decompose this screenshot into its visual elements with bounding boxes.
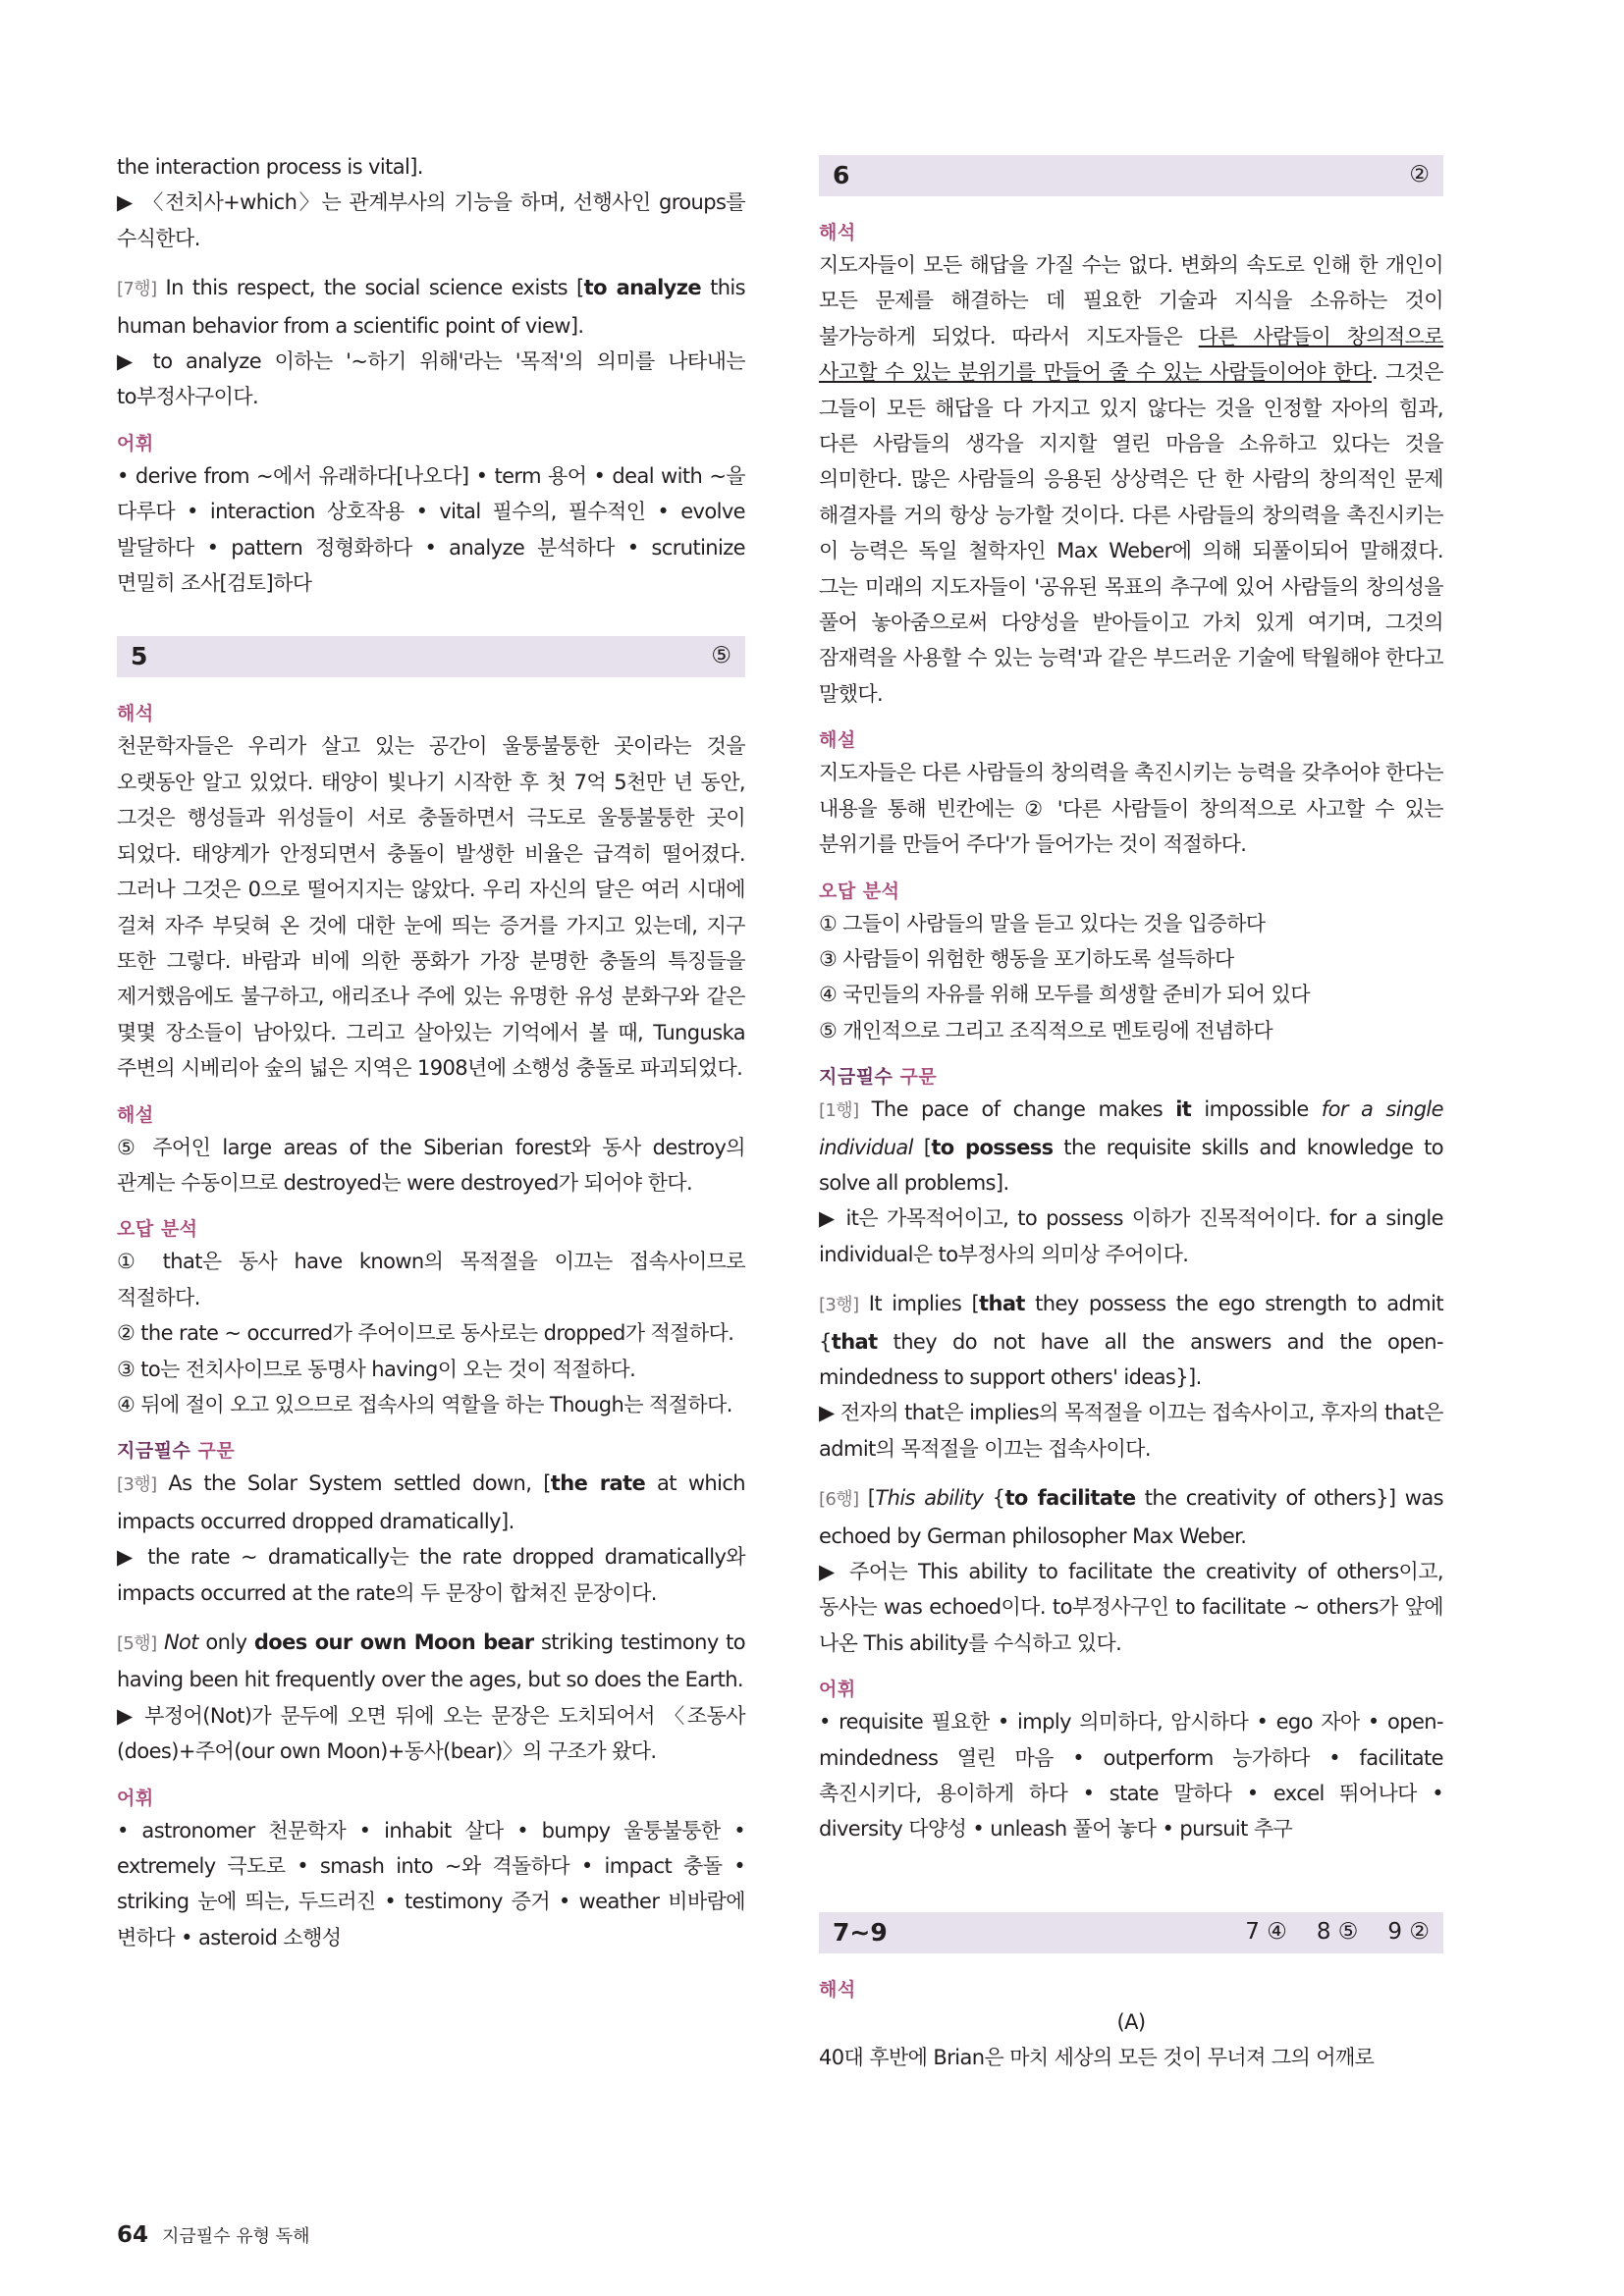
question-number: 6	[833, 161, 850, 189]
sentence-line3-note: ▶ the rate ~ dramatically는 the rate dropped dramatically와 impacts occurred at the rate의 두 문장이 합쳐진 문장이다.	[117, 1545, 745, 1605]
odap-item: ② the rate ~ occurred가 주어이므로 동사로는 dropped가 적절하다.	[117, 1321, 734, 1346]
right-column	[819, 155, 1443, 2076]
vocab-list: • astronomer 천문학자 • inhabit 살다 • bumpy 울퉁불퉁한 • extremely 극도로 • smash into ~와 격돌하다 • impact 충돌 • striking 눈에 띄는, 두드러진 • testimony 증거 • weather 비바람에 변하다 • asteroid 소행성	[117, 1818, 745, 1949]
haeseok-heading: 해석	[819, 222, 856, 243]
question-number: 7~9	[833, 1917, 888, 1947]
sentence-line5-note: ▶ 부정어(Not)가 문두에 오면 뒤에 오는 문장은 도치되어서 〈조동사(does)+주어(our own Moon)+동사(bear)〉의 구조가 왔다.	[117, 1703, 745, 1764]
odap-item: ③ to는 전치사이므로 동명사 having이 오는 것이 적절하다.	[117, 1357, 636, 1381]
haeseok-text: 40대 후반에 Brian은 마치 세상의 모든 것이 무너져 그의 어깨로	[819, 2046, 1375, 2070]
section-label: (A)	[1116, 2009, 1146, 2034]
page-footer	[117, 2222, 310, 2248]
sentence-line5: [5행] Not only does our own Moon bear striking testimony to having been hit frequently over the ages, but so does the Earth.	[117, 1630, 745, 1692]
sentence-line3: [3행] It implies [that they possess the ego strength to admit {that they do not have all the answers and the open-mindedness to support others' ideas}].	[819, 1292, 1444, 1389]
odap-item: ① 그들이 사람들의 말을 듣고 있다는 것을 입증하다	[819, 911, 1266, 935]
gumun-heading: 지금필수 구문	[819, 1066, 938, 1089]
page-number: 64	[117, 2222, 149, 2248]
sentence-line1: [1행] The pace of change makes it impossible for a single individual [to possess the requisite skills and knowledge to solve all problems].	[819, 1097, 1443, 1195]
haeseol-heading: 해설	[117, 1103, 154, 1126]
continued-text: the interaction process is vital].	[117, 155, 423, 179]
odap-heading: 오답 분석	[117, 1218, 198, 1241]
vocab-heading: 어휘	[117, 432, 154, 454]
question-answers: 7 ④ 8 ⑤ 9 ②	[1245, 1918, 1430, 1945]
odap-item: ① that은 동사 have known의 목적절을 이끄는 접속사이므로 적절하다.	[117, 1250, 745, 1309]
sentence-line7: [7행] In this respect, the social science exists [to analyze this human behavior from a scientific point of view].	[117, 276, 746, 338]
blank-underline: 다른 사람들이 창의적으로 사고할 수 있는 분위기를 만들어 줄 수 있는 사람들이어야 한다	[819, 324, 1443, 385]
line-ref: [7행]	[117, 279, 157, 300]
haeseol-text: ⑤ 주어인 large areas of the Siberian forest와 동사 destroy의 관계는 수동이므로 destroyed는 were destroyed가 되어야 한다.	[117, 1135, 745, 1195]
question-answer: ②	[1409, 162, 1430, 187]
vocab-heading: 어휘	[819, 1679, 856, 1701]
vocab-heading: 어휘	[117, 1787, 154, 1809]
haeseok-text: 천문학자들은 우리가 살고 있는 공간이 울퉁불퉁한 곳이라는 것을 오랫동안 알고 있었다. 태양이 빛나기 시작한 후 첫 7억 5천만 년 동안, 그것은 행성들과 위성들이 서로 충돌하면서 극도로 울퉁불퉁한 곳이 되었다. 태양계가 안정되면서 충돌이 발생한 비율은 급격히 떨어졌다. 그러나 그것은 0으로 떨어지지는 않았다. 우리 자신의 달은 여러 시대에 걸쳐 자주 부딪혀 온 것에 대한 눈에 띄는 증거를 가지고 있는데, 지구 또한 그렇다. 바람과 비에 의한 풍화가 가장 분명한 충돌의 특징들을 제거했음에도 불구하고, 애리조나 주에 있는 유명한 유성 분화구와 같은 몇몇 장소들이 남아있다. 그리고 살아있는 기억에서 볼 때, Tunguska 주변의 시베리아 숲의 넓은 지역은 1908년에 소행성 충돌로 파괴되었다.	[117, 734, 745, 1081]
question-7-9-bar	[819, 1912, 1443, 1953]
odap-item: ⑤ 개인적으로 그리고 조직적으로 멘토링에 전념하다	[819, 1018, 1273, 1042]
sentence-line3: [3행] As the Solar System settled down, [the rate at which impacts occurred dropped dramatically].	[117, 1471, 745, 1533]
haeseol-heading: 해설	[819, 729, 856, 752]
question-5-bar	[117, 636, 745, 677]
sentence-line6: [6행] [This ability {to facilitate the creativity of others}] was echoed by German philosopher Max Weber.	[819, 1486, 1443, 1548]
vocab-list: • requisite 필요한 • imply 의미하다, 암시하다 • ego 자아 • open-mindedness 열린 마음 • outperform 능가하다 • facilitate 촉진시키다, 용이하게 하다 • state 말하다 • excel 뛰어나다 • diversity 다양성 • unleash 풀어 놓다 • pursuit 추구	[819, 1710, 1443, 1842]
haeseok-heading: 해석	[819, 1978, 856, 2001]
sentence-line6-note: ▶ 주어는 This ability to facilitate the creativity of others이고, 동사는 was echoed이다. to부정사구인 to facilitate ~ others가 앞에 나온 This ability를 수식하고 있다.	[819, 1560, 1443, 1655]
question-6-bar	[819, 155, 1443, 196]
left-column	[117, 149, 745, 1955]
haeseol-text: 지도자들은 다른 사람들의 창의력을 촉진시키는 능력을 갖추어야 한다는 내용을 통해 빈칸에는 ② '다른 사람들이 창의적으로 사고할 수 있는 분위기를 만들어 주다'가 들어가는 것이 적절하다.	[819, 761, 1443, 857]
vocab-list: • derive from ~에서 유래하다[나오다] • term 용어 • deal with ~을 다루다 • interaction 상호작용 • vital 필수의, 필수적인 • evolve 발달하다 • pattern 정형화하다 • analyze 분석하다 • scrutinize 면밀히 조사[검토]하다	[117, 463, 745, 596]
haeseok-heading: 해석	[117, 703, 154, 725]
sentence-line7-note: ▶ to analyze 이하는 '~하기 위해'라는 '목적'의 의미를 나타내는 to부정사구이다.	[117, 349, 745, 409]
odap-item: ④ 국민들의 자유를 위해 모두를 희생할 준비가 되어 있다	[819, 983, 1310, 1007]
question-number: 5	[131, 642, 148, 671]
odap-item: ③ 사람들이 위험한 행동을 포기하도록 설득하다	[819, 946, 1234, 971]
gumun-heading: 지금필수 구문	[117, 1440, 236, 1463]
odap-heading: 오답 분석	[819, 880, 900, 902]
haeseok-text: 지도자들이 모든 해답을 가질 수는 없다. 변화의 속도로 인해 한 개인이 모든 문제를 해결하는 데 필요한 기술과 지식을 소유하는 것이 불가능하게 되었다. 따라서 지도자들은 다른 사람들이 창의적으로 사고할 수 있는 분위기를 만들어 줄 수 있는 사람들이어야 한다. 그것은 그들이 모든 해답을 다 가지고 있지 않다는 것을 인정할 자아의 힘과, 다른 사람들의 생각을 지지할 열린 마음을 소유하고 있다는 것을 의미한다. 많은 사람들의 응용된 상상력은 단 한 사람의 창의적인 문제 해결자를 거의 항상 능가할 것이다. 다른 사람들의 창의력을 촉진시키는 이 능력은 독일 철학자인 Max Weber에 의해 되풀이되어 말해졌다. 그는 미래의 지도자들이 '공유된 목표의 추구에 있어 사람들의 창의성을 풀어 놓아줌으로써 다양성을 받아들이고 가치 있게 여기며, 그것의 잠재력을 사용할 수 있는 능력'과 같은 부드러운 기술에 탁월해야 한다고 말했다.	[819, 253, 1443, 706]
question-answer: ⑤	[711, 643, 731, 669]
sentence-line1-note: ▶ it은 가목적어이고, to possess 이하가 진목적어이다. for a single individual은 to부정사의 의미상 주어이다.	[819, 1206, 1443, 1266]
continued-note: ▶ 〈전치사+which〉는 관계부사의 기능을 하며, 선행사인 groups를 수식한다.	[117, 190, 745, 250]
sentence-line3-note: ▶ 전자의 that은 implies의 목적절을 이끄는 접속사이고, 후자의 that은 admit의 목적절을 이끄는 접속사이다.	[819, 1401, 1443, 1461]
book-title: 지금필수 유형 독해	[162, 2226, 310, 2247]
odap-item: ④ 뒤에 절이 오고 있으므로 접속사의 역할을 하는 Though는 적절하다.	[117, 1392, 732, 1416]
